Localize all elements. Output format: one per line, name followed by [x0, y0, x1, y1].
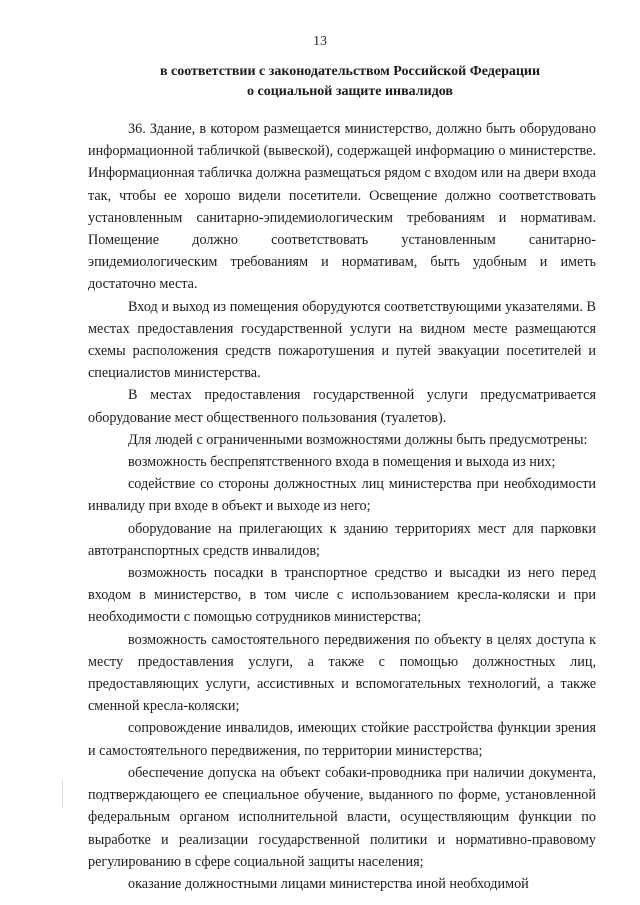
- list-item-guide-dog: обеспечение допуска на объект собаки-проводника при наличии документа, подтверждающего ее специальное обучение, выданного по форме, установленной федеральным органом исполнительной власти, осуществляющим функции по выработке и реализации государственной политики и нормативно-правовому регулированию в сфере социальной защиты населения;: [88, 764, 596, 870]
- document-body: [88, 118, 596, 895]
- list-item-staff-assistance: содействие со стороны должностных лиц министерства при необходимости инвалиду при входе в объект и выходе из него;: [88, 476, 596, 515]
- list-item-independent-movement: возможность самостоятельного передвижения по объекту в целях доступа к месту предоставления услуги, а также с помощью должностных лиц, предоставляющих услуги, ассистивных и вспомогательных технологий, а также сменной кресла-коляски;: [88, 631, 596, 715]
- heading-line-1: в соответствии с законодательством Российской Федерации: [159, 64, 541, 79]
- list-item-barrier-free-entry: возможность беспрепятственного входа в помещения и выхода из них;: [128, 454, 556, 471]
- paragraph-entrance-exit: Вход и выход из помещения оборудуются соответствующими указателями. В местах предоставления государственной услуги на видном месте размещаются схемы расположения средств пожаротушения и путей эвакуации посетителей и специалистов министерства.: [88, 298, 596, 382]
- paragraph-36: 36. Здание, в котором размещается министерство, должно быть оборудовано информационной табличкой (вывеской), содержащей информацию о министерстве. Информационная табличка должна размещаться рядом с входом или на двери входа так, чтобы ее хорошо видели посетители. Освещение должно соответствовать установленным санитарно-эпидемиологическим требованиям и нормативам. Помещение должно соответствовать установленным санитарно-эпидемиологическим требованиям и нормативам, быть удобным и иметь достаточно места.: [88, 121, 596, 293]
- heading-line-2: о социальной защите инвалидов: [247, 84, 453, 99]
- list-item-vehicle-boarding: возможность посадки в транспортное средство и высадки из него перед входом в министерство, в том числе с использованием кресла-коляски и при необходимости с помощью сотрудников министерства;: [88, 565, 596, 626]
- scan-margin-mark: [62, 780, 63, 808]
- section-heading: [100, 62, 600, 102]
- paragraph-accessibility-intro: Для людей с ограниченными возможностями должны быть предусмотрены:: [128, 431, 588, 448]
- list-item-escort: сопровождение инвалидов, имеющих стойкие расстройства функции зрения и самостоятельного передвижения, по территории министерства;: [88, 720, 596, 759]
- page-number: 13: [313, 34, 327, 49]
- list-item-parking: оборудование на прилегающих к зданию территориях мест для парковки автотранспортных средств инвалидов;: [88, 520, 596, 559]
- paragraph-restrooms: В местах предоставления государственной услуги предусматривается оборудование мест общественного пользования (туалетов).: [88, 387, 596, 426]
- list-item-other-assistance: оказание должностными лицами министерства иной необходимой: [128, 875, 529, 892]
